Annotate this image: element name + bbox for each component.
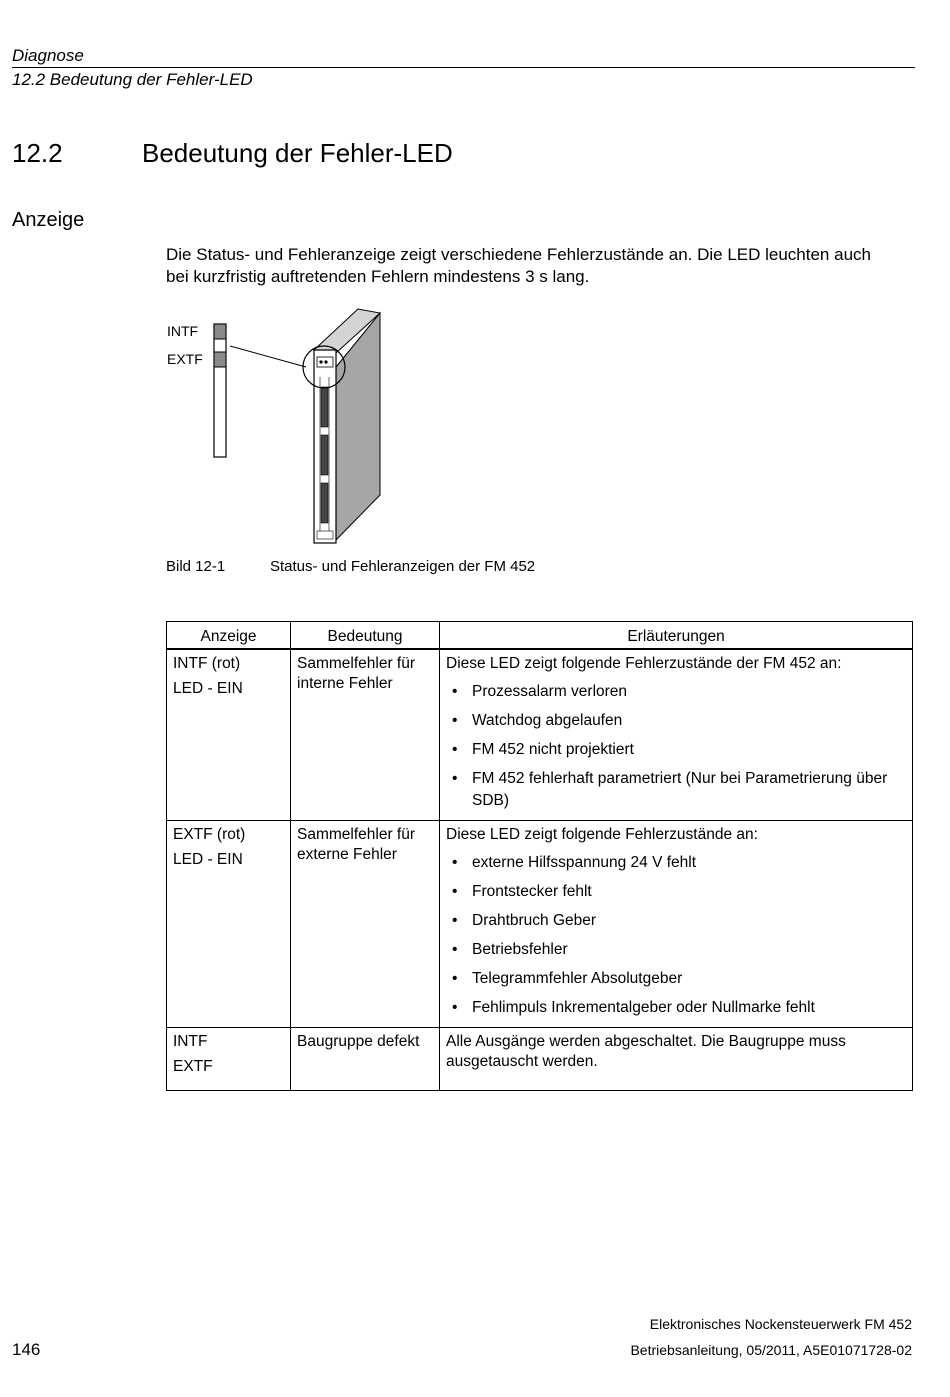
intf-led	[214, 324, 226, 339]
footer-document: Betriebsanleitung, 05/2011, A5E01071728-02	[630, 1342, 912, 1358]
figure-label-extf: EXTF	[167, 351, 203, 367]
list-item: • Drahtbruch Geber	[446, 910, 906, 932]
header-section: Diagnose	[12, 46, 84, 65]
table-row	[167, 649, 913, 821]
list-item: • Prozessalarm verloren	[446, 681, 906, 703]
footer-product: Elektronisches Nockensteuerwerk FM 452	[649, 1316, 912, 1332]
module-illustration	[160, 305, 420, 550]
table-row	[167, 821, 913, 1028]
list-item: • FM 452 nicht projektiert	[446, 739, 906, 761]
figure-caption-text: Status- und Fehleranzeigen der FM 452	[270, 558, 536, 575]
led-meaning-table	[166, 621, 913, 1091]
figure-caption-number: Bild 12-1	[166, 558, 226, 575]
led-strip	[214, 324, 226, 457]
list-item: • Betriebsfehler	[446, 939, 906, 961]
list-item: • Fehlimpuls Inkrementalgeber oder Nullmarke fehlt	[446, 997, 906, 1019]
anzeige-cell: EXTF (rot) LED - EIN	[167, 821, 291, 1028]
bedeutung-cell: Sammelfehler für interne Fehler	[291, 649, 440, 821]
subheading: Anzeige	[12, 209, 85, 231]
header-subsection: 12.2 Bedeutung der Fehler-LED	[12, 70, 253, 89]
figure-module	[160, 305, 420, 550]
extf-led	[214, 352, 226, 367]
figure-label-intf: INTF	[167, 323, 199, 339]
list-item: • Watchdog abgelaufen	[446, 710, 906, 732]
bedeutung-cell: Sammelfehler für externe Fehler	[291, 821, 440, 1028]
bullet-list	[446, 852, 906, 1019]
intro-paragraph: Die Status- und Fehleranzeige zeigt verschiedene Fehlerzustände an. Die LED leuchten auch bei kurzfristig auftretenden Fehlern mindestens 3 s lang.	[166, 245, 871, 286]
table-row	[167, 1028, 913, 1091]
bedeutung-cell: Baugruppe defekt	[291, 1028, 440, 1091]
page-number: 146	[12, 1340, 41, 1359]
list-item: • Frontstecker fehlt	[446, 881, 906, 903]
erlaeuterung-cell: Diese LED zeigt folgende Fehlerzustände an: • externe Hilfsspannung 24 V fehlt • Frontstecker fehlt • Drahtbruch Geber • Betriebsfehler • Telegrammfehler Absolutgeber • Fehlimpuls Inkrementalgeber oder Nullmarke fehlt	[440, 821, 913, 1028]
col-header-bedeutung: Bedeutung	[291, 622, 440, 650]
anzeige-cell: INTF EXTF	[167, 1028, 291, 1091]
col-header-erlaeuterungen: Erläuterungen	[440, 622, 913, 650]
erlaeuterung-cell: Alle Ausgänge werden abgeschaltet. Die Baugruppe muss ausgetauscht werden.	[440, 1028, 913, 1091]
header-rule	[12, 67, 915, 68]
col-header-anzeige: Anzeige	[167, 622, 291, 650]
section-title: Bedeutung der Fehler-LED	[142, 138, 453, 168]
anzeige-cell: INTF (rot) LED - EIN	[167, 649, 291, 821]
erlaeuterung-cell: Diese LED zeigt folgende Fehlerzustände der FM 452 an: • Prozessalarm verloren • Watchdog abgelaufen • FM 452 nicht projektiert • FM 452 fehlerhaft parametriert (Nur bei Parametrierung über SDB)	[440, 649, 913, 821]
list-item: • Telegrammfehler Absolutgeber	[446, 968, 906, 990]
list-item: • externe Hilfsspannung 24 V fehlt	[446, 852, 906, 874]
bullet-list	[446, 681, 906, 812]
callout-line	[230, 346, 306, 367]
table-header-row	[167, 622, 913, 650]
list-item: • FM 452 fehlerhaft parametriert (Nur bei Parametrierung über SDB)	[446, 768, 906, 812]
section-number: 12.2	[12, 138, 63, 168]
running-header	[12, 44, 253, 92]
